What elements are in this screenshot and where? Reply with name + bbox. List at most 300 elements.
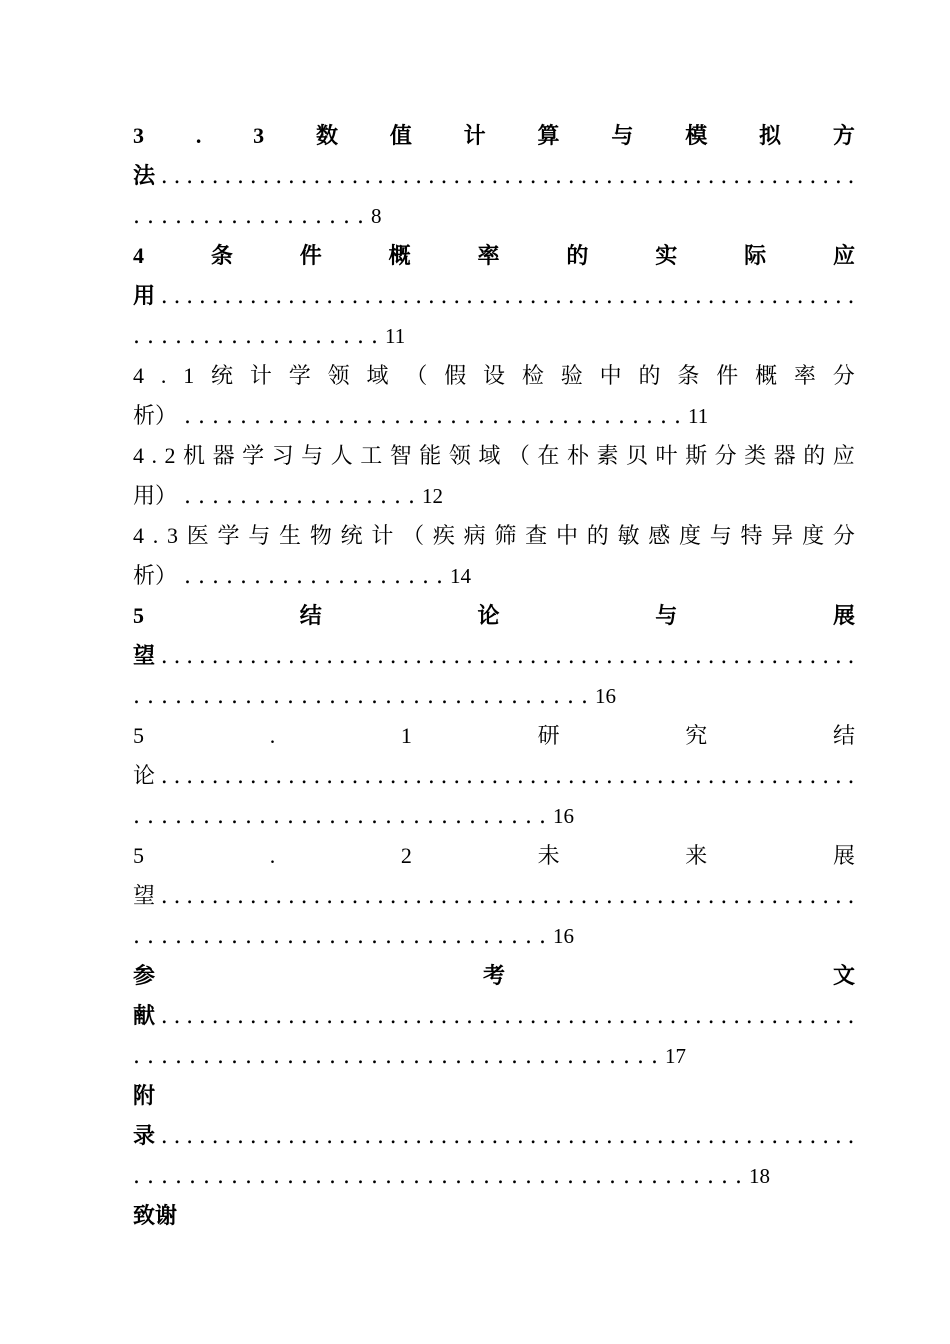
leader-dot: . — [455, 804, 462, 829]
leader-dot: . — [707, 884, 715, 909]
leader-dot: . — [301, 684, 308, 709]
leader-dot: . — [436, 404, 444, 429]
leader-dot: . — [161, 324, 168, 349]
toc-line — [133, 596, 855, 636]
leader-dot: . — [413, 1044, 420, 1069]
leader-dot: . — [364, 164, 372, 189]
leader-dot: . — [720, 1124, 728, 1149]
leader-dot: . — [329, 924, 336, 949]
leader-dot: . — [707, 164, 715, 189]
leader-dot: . — [783, 164, 791, 189]
leader-dot: . — [834, 764, 842, 789]
leader-dot: . — [758, 1004, 766, 1029]
toc-title-char: （ — [402, 523, 425, 548]
leader-dot: . — [618, 764, 626, 789]
leader-dot: . — [275, 1124, 283, 1149]
leader-dot: . — [376, 164, 384, 189]
toc-line — [133, 1036, 855, 1076]
toc-title-char: 计 — [249, 363, 272, 388]
leader-dot: . — [525, 1164, 532, 1189]
leader-dot: . — [783, 764, 791, 789]
leader-dot: . — [822, 284, 830, 309]
leader-dot: . — [745, 1004, 753, 1029]
leader-dot: . — [380, 564, 388, 589]
leader-dot: . — [211, 164, 219, 189]
leader-dot: . — [796, 1124, 804, 1149]
toc-title-char: 方 — [832, 123, 855, 148]
leader-dot: . — [720, 1004, 728, 1029]
leader-dot: . — [834, 884, 842, 909]
toc-line — [133, 1196, 855, 1236]
leader-dot: . — [186, 164, 194, 189]
leader-dot: . — [161, 1164, 168, 1189]
toc-title-char: 验 — [560, 363, 583, 388]
toc-title-char: 学 — [288, 363, 311, 388]
leader-dot: . — [198, 1124, 206, 1149]
leader-dot: . — [455, 684, 462, 709]
leader-dot: . — [694, 284, 702, 309]
toc-title-char: 4 — [133, 363, 144, 388]
leader-dot: . — [735, 1164, 742, 1189]
toc-title-char: 分 — [832, 363, 855, 388]
leader-dot: . — [351, 1124, 359, 1149]
leader-dot: . — [203, 804, 210, 829]
toc-title-text: 析） — [133, 403, 178, 428]
leader-dot: . — [326, 1004, 334, 1029]
leader-dot: . — [231, 1044, 238, 1069]
toc-title-char: 与 — [248, 523, 271, 548]
leader-dot: . — [580, 764, 588, 789]
toc-title-char: 叶 — [655, 443, 678, 468]
leader-dot: . — [376, 764, 384, 789]
toc-line — [133, 196, 855, 236]
leader-dot: . — [733, 764, 741, 789]
leader-dot: . — [707, 1004, 715, 1029]
leader-dot: . — [504, 164, 512, 189]
leader-dot: . — [605, 164, 613, 189]
leader-dot: . — [399, 804, 406, 829]
leader-dot: . — [707, 1124, 715, 1149]
leader-dot: . — [186, 284, 194, 309]
leader-dot: . — [427, 644, 435, 669]
leader-dot: . — [161, 1044, 168, 1069]
leader-dot: . — [834, 284, 842, 309]
leader-dot: . — [542, 884, 550, 909]
leader-dot: . — [771, 1004, 779, 1029]
leader-dot: . — [160, 644, 168, 669]
toc-title-char: 机 — [183, 443, 206, 468]
page-number: 16 — [553, 924, 574, 948]
leader-dot: . — [133, 204, 140, 229]
leader-dot: . — [173, 644, 181, 669]
leader-dot: . — [189, 804, 196, 829]
leader-dot: . — [465, 1004, 473, 1029]
leader-dot: . — [796, 764, 804, 789]
leader-dot: . — [478, 164, 486, 189]
leader-dot: . — [415, 1004, 423, 1029]
toc-title-text: 致谢 — [133, 1203, 178, 1228]
leader-dot: . — [516, 884, 524, 909]
leader-dot: . — [287, 684, 294, 709]
leader-dot: . — [427, 1124, 435, 1149]
leader-dot: . — [834, 1124, 842, 1149]
leader-dot: . — [364, 644, 372, 669]
toc-title-char: 4 — [133, 443, 144, 468]
toc-title-char: 器 — [212, 443, 235, 468]
leader-dot: . — [660, 404, 668, 429]
page-number: 14 — [450, 564, 472, 588]
leader-dot: . — [525, 1044, 532, 1069]
leader-dot: . — [282, 404, 290, 429]
leader-dot: . — [796, 644, 804, 669]
toc-entry — [133, 596, 855, 716]
leader-dot: . — [249, 1124, 257, 1149]
leader-dot: . — [385, 684, 392, 709]
leader-dot: . — [453, 1004, 461, 1029]
leader-dot: . — [516, 1004, 524, 1029]
leader-dot: . — [343, 324, 350, 349]
leader-dot: . — [203, 204, 210, 229]
leader-dot: . — [338, 164, 346, 189]
leader-dot: . — [329, 324, 336, 349]
leader-dot: . — [352, 484, 360, 509]
leader-dot: . — [287, 1164, 294, 1189]
toc-line — [133, 1156, 855, 1196]
leader-dot: . — [211, 284, 219, 309]
leader-dot: . — [553, 684, 560, 709]
leader-dot: . — [160, 764, 168, 789]
toc-line — [133, 156, 855, 196]
leader-dot: . — [427, 884, 435, 909]
leader-dot: . — [324, 484, 332, 509]
toc-title-char: 异 — [771, 523, 794, 548]
leader-dot: . — [644, 764, 652, 789]
leader-dot: . — [555, 164, 563, 189]
leader-dot: . — [245, 1164, 252, 1189]
leader-dot: . — [300, 164, 308, 189]
leader-dot: . — [237, 284, 245, 309]
leader-dot: . — [338, 764, 346, 789]
toc-title-char: 物 — [309, 523, 332, 548]
leader-dot: . — [497, 804, 504, 829]
toc-title-char: 域 — [478, 443, 501, 468]
leader-dot: . — [198, 404, 206, 429]
leader-dot: . — [189, 1044, 196, 1069]
leader-dot: . — [357, 324, 364, 349]
leader-dot: . — [771, 164, 779, 189]
toc-title-char: 贝 — [626, 443, 649, 468]
leader-dot: . — [455, 1164, 462, 1189]
leader-dot: . — [357, 204, 364, 229]
toc-title-char: （ — [507, 443, 530, 468]
toc-title-char: 人 — [330, 443, 353, 468]
leader-dot: . — [834, 164, 842, 189]
toc-title-char: 献 — [133, 1003, 156, 1028]
leader-dot: . — [465, 284, 473, 309]
page-number: 17 — [665, 1044, 686, 1068]
leader-dot: . — [212, 484, 220, 509]
leader-dot: . — [478, 764, 486, 789]
leader-dot: . — [847, 764, 855, 789]
leader-dot: . — [376, 1124, 384, 1149]
leader-dot: . — [287, 164, 295, 189]
leader-dot: . — [465, 164, 473, 189]
leader-dot: . — [217, 804, 224, 829]
toc-title-char: 病 — [463, 523, 486, 548]
leader-dot: . — [415, 884, 423, 909]
leader-dot: . — [175, 804, 182, 829]
leader-dot: . — [637, 1044, 644, 1069]
leader-dot: . — [385, 1044, 392, 1069]
leader-dot: . — [262, 164, 270, 189]
leader-dot: . — [160, 164, 168, 189]
leader-dot: . — [161, 924, 168, 949]
leader-dot: . — [249, 1004, 257, 1029]
leader-dot: . — [212, 404, 220, 429]
leader-dot: . — [618, 284, 626, 309]
leader-dot: . — [237, 764, 245, 789]
toc-title-char: （ — [405, 363, 428, 388]
leader-dot: . — [326, 164, 334, 189]
leader-dot: . — [758, 284, 766, 309]
leader-dot: . — [338, 644, 346, 669]
leader-dot: . — [593, 284, 601, 309]
toc-line — [133, 356, 855, 396]
leader-dot: . — [245, 684, 252, 709]
leader-dot: . — [231, 684, 238, 709]
leader-dot: . — [198, 564, 206, 589]
page-number: 11 — [688, 404, 709, 428]
toc-line — [133, 476, 855, 516]
toc-title-char: 法 — [133, 163, 156, 188]
toc-line — [133, 796, 855, 836]
leader-dot: . — [637, 1164, 644, 1189]
leader-dot: . — [745, 764, 753, 789]
leader-dot: . — [605, 284, 613, 309]
leader-dot: . — [249, 884, 257, 909]
leader-dot: . — [357, 1164, 364, 1189]
leader-dot: . — [313, 284, 321, 309]
leader-dot: . — [380, 404, 388, 429]
leader-dot: . — [273, 684, 280, 709]
leader-dot: . — [310, 484, 318, 509]
toc-title-char: . — [160, 363, 167, 388]
leader-dot: . — [469, 684, 476, 709]
leader-dot: . — [300, 764, 308, 789]
leader-dot: . — [618, 884, 626, 909]
toc-title-char: 5 — [133, 723, 144, 748]
leader-dot: . — [618, 404, 626, 429]
leader-dot: . — [217, 324, 224, 349]
leader-dot: . — [217, 1164, 224, 1189]
leader-dot: . — [497, 924, 504, 949]
leader-dot: . — [605, 1124, 613, 1149]
leader-dot: . — [455, 924, 462, 949]
toc-title-char: . — [195, 123, 202, 148]
leader-dot: . — [287, 644, 295, 669]
leader-dot: . — [694, 1004, 702, 1029]
leader-dot: . — [287, 764, 295, 789]
leader-dot: . — [343, 684, 350, 709]
leader-dot: . — [483, 1164, 490, 1189]
leader-dot: . — [402, 284, 410, 309]
leader-dot: . — [357, 684, 364, 709]
leader-dot: . — [539, 924, 546, 949]
leader-dot: . — [539, 684, 546, 709]
leader-dot: . — [465, 1124, 473, 1149]
leader-dot: . — [567, 1124, 575, 1149]
leader-dot: . — [203, 1044, 210, 1069]
leader-dot: . — [237, 644, 245, 669]
leader-dot: . — [275, 1004, 283, 1029]
leader-dot: . — [133, 924, 140, 949]
leader-dot: . — [511, 684, 518, 709]
leader-dot: . — [580, 284, 588, 309]
leader-dot: . — [453, 884, 461, 909]
leader-dot: . — [389, 764, 397, 789]
leader-dot: . — [184, 484, 192, 509]
leader-dot: . — [268, 564, 276, 589]
toc-title-char: 论 — [477, 603, 500, 628]
leader-dot: . — [733, 284, 741, 309]
leader-dot: . — [399, 684, 406, 709]
leader-dot: . — [534, 404, 542, 429]
leader-dot: . — [313, 164, 321, 189]
leader-dot: . — [511, 804, 518, 829]
leader-dot: . — [656, 644, 664, 669]
toc-title-char: 设 — [483, 363, 506, 388]
leader-dot: . — [581, 684, 588, 709]
leader-dot: . — [682, 884, 690, 909]
leader-dot: . — [300, 1004, 308, 1029]
leader-dot: . — [504, 884, 512, 909]
leader-dot: . — [478, 284, 486, 309]
toc-title-char: 斯 — [685, 443, 708, 468]
leader-dot: . — [262, 764, 270, 789]
toc-title-char: 中 — [599, 363, 622, 388]
toc-title-char: 分 — [714, 443, 737, 468]
leader-dot: . — [455, 1044, 462, 1069]
toc-title-char: 用 — [133, 283, 156, 308]
leader-dot: . — [300, 284, 308, 309]
leader-dot: . — [231, 1164, 238, 1189]
leader-dot: . — [161, 804, 168, 829]
leader-dot: . — [542, 1124, 550, 1149]
toc-title-char: 文 — [832, 963, 855, 988]
leader-dot: . — [604, 404, 612, 429]
leader-dot: . — [720, 764, 728, 789]
leader-dot: . — [525, 804, 532, 829]
leader-dot: . — [273, 924, 280, 949]
leader-dot: . — [783, 884, 791, 909]
leader-dot: . — [542, 1004, 550, 1029]
toc-title-char: 率 — [793, 363, 816, 388]
leader-dot: . — [259, 684, 266, 709]
toc-line — [133, 1116, 855, 1156]
leader-dot: . — [189, 324, 196, 349]
leader-dot: . — [427, 684, 434, 709]
leader-dot: . — [237, 1124, 245, 1149]
leader-dot: . — [326, 764, 334, 789]
leader-dot: . — [590, 404, 598, 429]
leader-dot: . — [315, 204, 322, 229]
leader-dot: . — [733, 644, 741, 669]
leader-dot: . — [529, 644, 537, 669]
leader-dot: . — [175, 324, 182, 349]
leader-dot: . — [669, 884, 677, 909]
leader-dot: . — [173, 164, 181, 189]
toc-entry — [133, 356, 855, 436]
toc-line — [133, 556, 855, 596]
leader-dot: . — [593, 1124, 601, 1149]
leader-dot: . — [301, 804, 308, 829]
leader-dot: . — [562, 404, 570, 429]
leader-dot: . — [399, 1044, 406, 1069]
leader-dot: . — [413, 804, 420, 829]
leader-dot: . — [343, 1164, 350, 1189]
leader-dot: . — [567, 1164, 574, 1189]
leader-dot: . — [231, 924, 238, 949]
leader-dot: . — [366, 564, 374, 589]
leader-dot: . — [408, 484, 416, 509]
leader-dot: . — [733, 164, 741, 189]
leader-dot: . — [669, 764, 677, 789]
leader-dot: . — [389, 1004, 397, 1029]
toc-title-char: 录 — [133, 1123, 156, 1148]
leader-dot: . — [847, 644, 855, 669]
toc-title-char: 1 — [183, 363, 195, 388]
leader-dot: . — [783, 1004, 791, 1029]
leader-dot: . — [464, 404, 472, 429]
leader-dot: . — [847, 1004, 855, 1029]
leader-dot: . — [450, 404, 458, 429]
toc-title-char: 度 — [802, 523, 825, 548]
toc-title-char: 参 — [133, 963, 156, 988]
toc-title-char: 2 — [164, 443, 176, 468]
toc-title-char: 概 — [388, 243, 411, 268]
leader-dot: . — [656, 764, 664, 789]
leader-dot: . — [478, 404, 486, 429]
leader-dot: . — [186, 1004, 194, 1029]
toc-title-char: 统 — [211, 363, 234, 388]
leader-dot: . — [809, 644, 817, 669]
leader-dot: . — [245, 324, 252, 349]
leader-dot: . — [595, 1044, 602, 1069]
leader-dot: . — [542, 284, 550, 309]
leader-dot: . — [273, 204, 280, 229]
leader-dot: . — [245, 924, 252, 949]
leader-dot: . — [665, 1164, 672, 1189]
leader-dot: . — [478, 1124, 486, 1149]
toc-line — [133, 1076, 855, 1116]
leader-dot: . — [581, 1044, 588, 1069]
leader-dot: . — [385, 1164, 392, 1189]
leader-dot: . — [441, 924, 448, 949]
leader-dot: . — [338, 564, 346, 589]
leader-dot: . — [254, 484, 262, 509]
leader-dot: . — [491, 644, 499, 669]
leader-dot: . — [245, 204, 252, 229]
leader-dot: . — [324, 564, 332, 589]
toc-title-char: 领 — [448, 443, 471, 468]
leader-dot: . — [422, 404, 430, 429]
toc-title-char: 分 — [832, 523, 855, 548]
leader-dot: . — [483, 1044, 490, 1069]
leader-dot: . — [440, 1004, 448, 1029]
leader-dot: . — [745, 884, 753, 909]
leader-dot: . — [593, 644, 601, 669]
leader-dot: . — [567, 284, 575, 309]
